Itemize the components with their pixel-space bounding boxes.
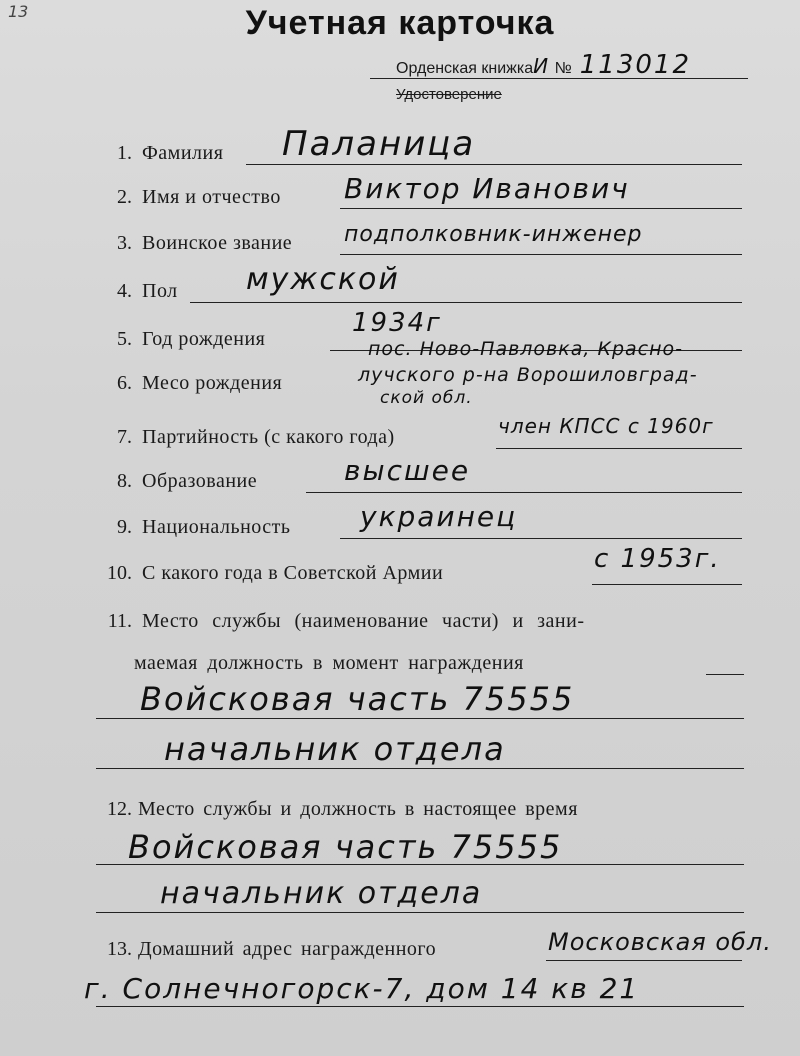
field-value-line: г. Солнечногорск-7, дом 14 кв 21 xyxy=(84,972,640,1005)
field-row-party xyxy=(0,412,800,452)
field-row-sex xyxy=(0,262,800,306)
field-row-army-year xyxy=(0,544,800,588)
field-row-service-at-award xyxy=(0,596,800,776)
field-number: 10. xyxy=(107,562,132,584)
order-book-label: Орденская книжка xyxy=(396,60,534,77)
field-label: Образование xyxy=(142,470,258,492)
field-rule xyxy=(246,164,742,165)
field-value-line: Войсковая часть 75555 xyxy=(128,828,563,866)
field-label: Фамилия xyxy=(142,142,224,164)
field-label: Национальность xyxy=(142,516,291,538)
field-row-name xyxy=(0,172,800,212)
field-rule xyxy=(96,1006,744,1007)
field-value-line: лучского р-на Ворошиловград- xyxy=(358,364,698,386)
field-value: с 1953г. xyxy=(594,544,721,574)
field-number: 4. xyxy=(117,280,132,302)
field-value: Виктор Иванович xyxy=(344,172,630,205)
field-number: 13. xyxy=(107,938,132,960)
field-rule xyxy=(96,864,744,865)
field-rule xyxy=(496,448,742,449)
order-book-line xyxy=(396,50,691,80)
field-label: Партийность (с какого года) xyxy=(142,426,395,448)
field-label: Пол xyxy=(142,280,178,302)
field-row-rank xyxy=(0,218,800,258)
field-number: 6. xyxy=(117,372,132,394)
field-label: Месо рождения xyxy=(142,372,283,394)
field-rule xyxy=(340,208,742,209)
field-number: 8. xyxy=(117,470,132,492)
field-label-continued: маемая должность в момент награждения xyxy=(134,652,524,674)
field-value: 1934г xyxy=(352,308,442,338)
field-value-line: Войсковая часть 75555 xyxy=(140,680,575,718)
field-row-nationality xyxy=(0,502,800,542)
field-row-current-service xyxy=(0,784,800,924)
field-label: С какого года в Советской Армии xyxy=(142,562,444,584)
field-row-education xyxy=(0,456,800,496)
field-rule xyxy=(96,768,744,769)
field-label: Воинское звание xyxy=(142,232,293,254)
field-number: 9. xyxy=(117,516,132,538)
field-label: Домашний адрес награжденного xyxy=(138,938,437,960)
field-number: 3. xyxy=(117,232,132,254)
field-value: Паланица xyxy=(282,124,476,164)
field-label: Место службы и должность в настоящее время xyxy=(138,798,578,820)
field-row-home-address xyxy=(0,924,800,1034)
field-rule xyxy=(190,302,742,303)
field-value: высшее xyxy=(344,454,471,487)
field-rule xyxy=(546,960,742,961)
field-number: 12. xyxy=(107,798,132,820)
field-rule xyxy=(96,718,744,719)
field-label: Имя и отчество xyxy=(142,186,281,208)
order-book-number: 113012 xyxy=(579,50,691,80)
field-value-line: пос. Ново-Павловка, Красно- xyxy=(368,338,683,360)
field-rule xyxy=(706,674,744,675)
field-value: украинец xyxy=(360,500,518,533)
field-label: Год рождения xyxy=(142,328,266,350)
card-title: Учетная карточка xyxy=(245,4,555,42)
field-rule xyxy=(592,584,742,585)
field-number: 11. xyxy=(107,610,132,632)
field-value-line: Московская обл. xyxy=(548,928,772,956)
field-row-surname xyxy=(0,124,800,168)
field-value: подполковник-инженер xyxy=(344,222,643,247)
field-value: мужской xyxy=(246,262,400,297)
field-value-line: начальник отдела xyxy=(164,730,506,768)
field-number: 5. xyxy=(117,328,132,350)
field-label: Место службы (наименование части) и зани- xyxy=(142,610,585,632)
order-book-series: И xyxy=(533,54,551,78)
field-number: 7. xyxy=(117,426,132,448)
certificate-label: Удостоверение xyxy=(396,86,502,103)
field-value: член КПСС с 1960г xyxy=(498,414,714,438)
field-rule xyxy=(340,538,742,539)
field-rule xyxy=(340,254,742,255)
field-value-line: начальник отдела xyxy=(160,876,483,911)
page-number: 13 xyxy=(8,2,29,21)
field-number: 2. xyxy=(117,186,132,208)
order-book-rule xyxy=(370,78,748,79)
field-rule xyxy=(96,912,744,913)
number-sign: № xyxy=(554,60,572,77)
field-rule xyxy=(306,492,742,493)
field-value-line: ской обл. xyxy=(380,388,473,408)
field-number: 1. xyxy=(117,142,132,164)
